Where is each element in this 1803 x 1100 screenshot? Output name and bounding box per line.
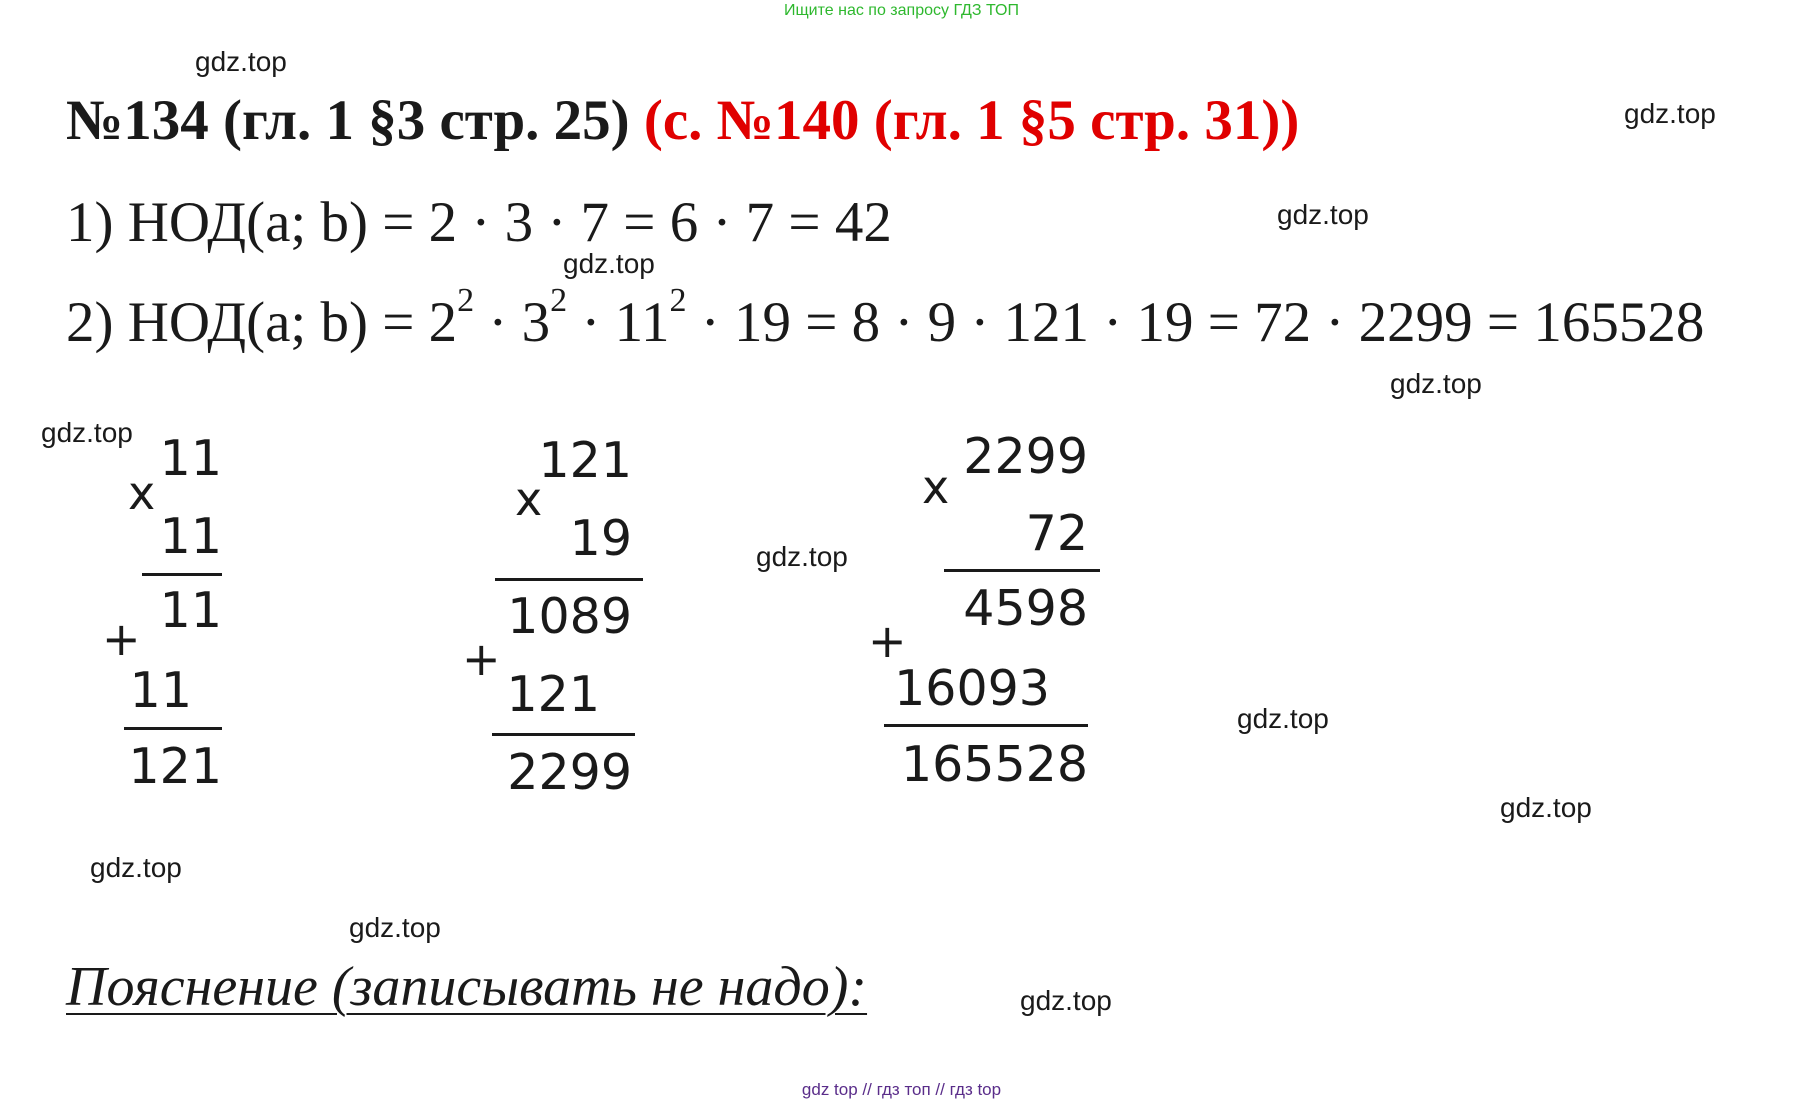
multiplier: 72 [1025,505,1088,562]
equation-2-exponent-1: 2 [457,282,475,319]
watermark: gdz.top [1624,98,1716,129]
watermark: gdz.top [195,46,287,77]
multiplicand: 121 [538,432,632,489]
watermark: gdz.top [90,852,182,883]
times-sign: x [515,472,543,526]
equation-2-exponent-2: 2 [550,282,568,319]
task-number: №134 (гл. 1 §3 стр. 25) [66,89,630,152]
watermark: gdz.top [1020,985,1112,1016]
times-sign: x [922,460,950,514]
partial-product-1: 1089 [507,588,632,645]
plus-sign: + [462,632,501,686]
watermark: gdz.top [1277,199,1369,230]
equation-2 [66,282,1705,355]
watermark: gdz.top [563,248,655,279]
times-sign: x [128,466,156,520]
multiplicand: 11 [159,430,222,487]
watermark: gdz.top [1500,792,1592,823]
equation-2-exponent-3: 2 [669,282,687,319]
product: 121 [128,738,222,795]
sum-line [124,727,222,730]
watermark: gdz.top [1237,703,1329,734]
partial-product-1: 11 [159,582,222,639]
top-banner: Ищите нас по запросу ГДЗ ТОП [784,2,1019,19]
watermark: gdz.top [349,912,441,943]
result-line [142,573,222,576]
result-line [495,578,643,581]
equation-2-rest: · 19 = 8 · 9 · 121 · 19 = 72 · 2299 = 165528 [686,291,1705,354]
product: 2299 [507,744,632,801]
sum-line [492,733,635,736]
equation-2-mid-1: · 3 [474,291,551,354]
product: 165528 [900,736,1088,793]
task-title [66,88,1299,153]
partial-product-2: 121 [506,666,600,723]
sum-line [884,724,1088,727]
result-line [944,569,1100,572]
watermark: gdz.top [41,417,133,448]
partial-product-1: 4598 [963,580,1088,637]
partial-product-2: 11 [129,662,192,719]
multiplier: 11 [159,508,222,565]
alt-task-number: (с. №140 (гл. 1 §5 стр. 31)) [643,89,1300,152]
watermark: gdz.top [1390,368,1482,399]
watermark: gdz.top [756,541,848,572]
plus-sign: + [868,614,907,668]
footer-links: gdz top // гдз топ // гдз top [801,1080,1002,1099]
equation-1: 1) НОД(a; b) = 2 · 3 · 7 = 6 · 7 = 42 [66,191,892,254]
explanation-heading: Пояснение (записывать не надо): [66,956,868,1018]
plus-sign: + [102,612,141,666]
partial-product-2: 16093 [894,660,1050,717]
multiplicand: 2299 [963,428,1088,485]
equation-2-mid-2: · 11 [567,291,670,354]
equation-2-prefix: 2) НОД(a; b) = 2 [66,291,458,354]
multiplier: 19 [569,510,632,567]
